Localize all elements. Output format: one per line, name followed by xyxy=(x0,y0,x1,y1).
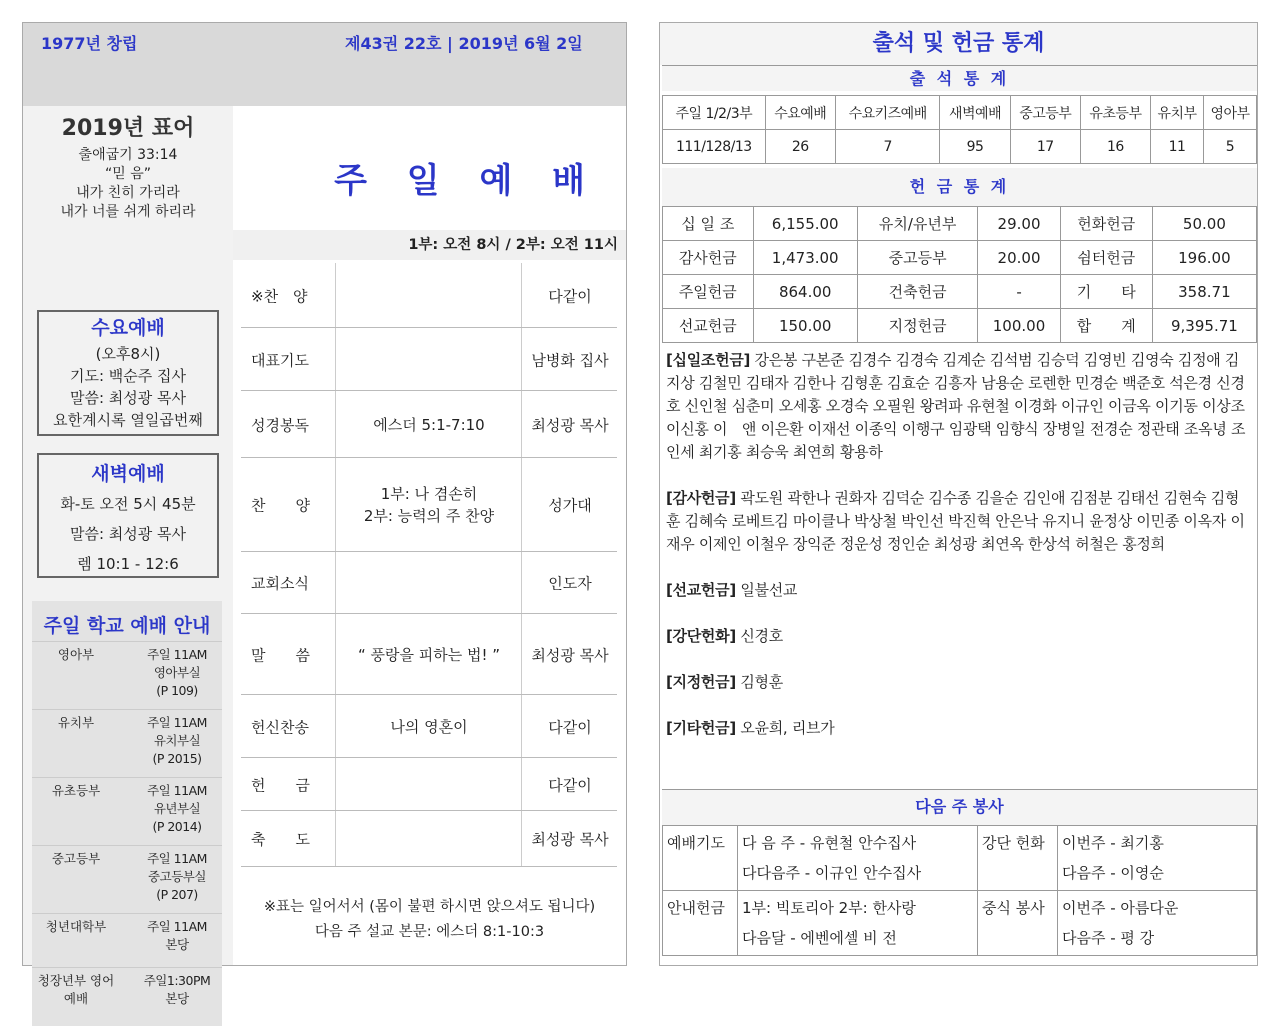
order-row xyxy=(241,552,617,614)
table-cell: 주일 1/2/3부 xyxy=(663,96,766,130)
altar-next: 다음주 - 이영순 xyxy=(1062,864,1164,882)
school-dept: 유초등부 xyxy=(51,783,101,798)
donor-block-designated xyxy=(666,671,1251,694)
table-cell: 50.00 xyxy=(1152,207,1256,241)
order-name: 찬 양 xyxy=(251,496,310,515)
school-title: 주일 학교 예배 안내 xyxy=(43,615,211,637)
offering-table xyxy=(662,206,1257,343)
donor-names: 곽도원 곽한나 권화자 김덕순 김수종 김을순 김인애 김점분 김태선 김현숙 김형훈 김혜숙 로베트김 마이클나 박상철 박인선 박진혁 안은낙 유지니 윤정상 이민종 이옥자 이재우 이제인 이철우 장익준 정운성 정인순 최성광 최연옥 한상석 허철은 홍정희 xyxy=(666,489,1245,553)
left-page xyxy=(22,22,627,1006)
founded-label: 1977년 창립 xyxy=(41,34,138,53)
prayer-label: 예배기도 xyxy=(663,826,738,891)
left-column xyxy=(23,106,233,1006)
table-cell: 26 xyxy=(765,130,835,164)
dawn-text: 렘 10:1 - 12:6 xyxy=(77,555,179,573)
school-dept: 중고등부 xyxy=(51,851,101,866)
meal-label: 중식 봉사 xyxy=(978,891,1058,956)
school-room: (P 2014) xyxy=(152,819,202,834)
order-name: 헌 금 xyxy=(251,776,310,794)
wednesday-title: 수요예배 xyxy=(91,317,165,339)
school-row xyxy=(32,967,222,1026)
order-name: 교회소식 xyxy=(251,574,309,593)
table-cell: 헌화헌금 xyxy=(1060,207,1152,241)
wednesday-sermon: 말씀: 최성광 목사 xyxy=(69,389,187,407)
table-cell: 유치/유년부 xyxy=(857,207,978,241)
table-cell: 중고등부 xyxy=(1010,96,1080,130)
altar-this: 이번주 - 최기홍 xyxy=(1062,834,1164,852)
attendance-title: 출 석 통 계 xyxy=(662,65,1257,91)
order-name: 대표기도 xyxy=(251,351,309,369)
donor-block-other xyxy=(666,717,1251,740)
motto-title: 2019년 표어 xyxy=(61,116,195,141)
meal-cell xyxy=(1058,891,1257,956)
meal-next: 다음주 - 평 강 xyxy=(1062,929,1155,947)
order-content: 1부: 나 겸손히 2부: 능력의 주 찬양 xyxy=(363,485,495,525)
donor-list xyxy=(666,349,1251,763)
order-name: ※찬 양 xyxy=(251,287,308,305)
wednesday-time: (오후8시) xyxy=(95,345,161,363)
stats-title: 출석 및 헌금 통계 xyxy=(660,23,1257,65)
order-row xyxy=(241,458,617,552)
order-row xyxy=(241,263,617,328)
school-dept: 청년대학부 xyxy=(45,919,107,934)
dawn-title: 새벽예배 xyxy=(91,463,165,485)
table-cell: 합 계 xyxy=(1060,309,1152,343)
school-place: 본당 xyxy=(165,937,189,952)
wednesday-prayer: 기도: 백순주 집사 xyxy=(69,367,187,385)
service-times: 1부: 오전 8시 / 2부: 오전 11시 xyxy=(233,230,626,260)
order-row xyxy=(241,695,617,758)
offering-title: 헌 금 통 계 xyxy=(662,168,1257,206)
order-person: 다같이 xyxy=(548,776,592,794)
school-row xyxy=(32,641,222,709)
table-cell: 29.00 xyxy=(978,207,1060,241)
order-name: 말 씀 xyxy=(251,646,310,664)
school-place: 유치부실 xyxy=(153,733,201,748)
prayer-cell xyxy=(738,826,978,891)
order-row xyxy=(241,391,617,458)
next-sermon-text: 다음 주 설교 본문: 에스더 8:1-10:3 xyxy=(314,924,545,940)
table-cell: 영아부 xyxy=(1204,96,1257,130)
order-content: 나의 영혼이 xyxy=(390,717,468,736)
table-cell: 유치부 xyxy=(1151,96,1204,130)
table-cell: 수요키즈예배 xyxy=(835,96,940,130)
donor-names: 강은봉 구본준 김경수 김경숙 김계순 김석범 김승덕 김영빈 김영숙 김정애 김지상 김철민 김태자 김한나 김형훈 김효순 김흥자 남용순 로렌한 민경순 백준호 석은경 신경호 신인철 심춘미 오세홍 오경숙 오필원 왕려파 유현철 이경화 이규인 이금옥 이기동 이상조 이신홍 이 앤 이은환 이재선 이종익 이행구 임광택 임향식 장병일 전경순 정관태 조옥녕 조인세 최기홍 최승욱 최연희 황용하 xyxy=(666,351,1246,461)
year-motto xyxy=(33,112,223,222)
donor-label: [지정헌금] xyxy=(666,673,736,691)
school-room: (P 207) xyxy=(156,887,198,902)
guide-this: 1부: 빅토리아 2부: 한사랑 xyxy=(742,899,916,917)
order-content: 에스더 5:1-7:10 xyxy=(373,415,485,434)
next-week-title: 다음 주 봉사 xyxy=(662,789,1257,825)
table-cell: 수요예배 xyxy=(765,96,835,130)
wednesday-service-box xyxy=(37,310,219,436)
school-info xyxy=(132,646,222,700)
sunday-school-guide xyxy=(32,601,222,1026)
attendance-table xyxy=(662,95,1257,164)
table-cell: 새벽예배 xyxy=(940,96,1010,130)
order-name: 성경봉독 xyxy=(251,416,309,434)
order-row xyxy=(241,811,617,867)
table-cell: 십 일 조 xyxy=(663,207,754,241)
donor-label: [감사헌금] xyxy=(666,489,736,507)
table-cell: 6,155.00 xyxy=(753,207,857,241)
prayer-after: 다다음주 - 이규인 안수집사 xyxy=(742,864,922,882)
table-cell: 11 xyxy=(1151,130,1204,164)
attendance-header-row xyxy=(663,96,1257,130)
order-name: 헌신찬송 xyxy=(251,718,309,736)
school-dept: 유치부 xyxy=(57,715,95,730)
dawn-sermon: 말씀: 최성광 목사 xyxy=(69,525,187,543)
table-cell: 16 xyxy=(1080,130,1150,164)
standing-note: ※표는 일어서서 (몸이 불편 하시면 앉으셔도 됩니다) xyxy=(263,899,596,915)
table-cell: 20.00 xyxy=(978,241,1060,275)
table-cell: 100.00 xyxy=(978,309,1060,343)
donor-names: 김형훈 xyxy=(740,673,783,691)
table-cell: 150.00 xyxy=(753,309,857,343)
school-place: 본당 xyxy=(165,991,189,1006)
bulletin-header xyxy=(23,23,626,106)
order-row xyxy=(241,758,617,811)
motto-line1: 내가 친히 가리라 xyxy=(76,185,180,201)
motto-line2: 내가 너를 쉬게 하리라 xyxy=(60,204,196,220)
order-person: 다같이 xyxy=(548,718,592,736)
donor-label: [기타헌금] xyxy=(666,719,736,737)
table-row xyxy=(663,891,1257,956)
order-content: “ 풍랑을 피하는 법! ” xyxy=(357,645,501,664)
table-cell: 선교헌금 xyxy=(663,309,754,343)
table-row xyxy=(663,275,1257,309)
table-row xyxy=(663,241,1257,275)
order-row xyxy=(241,614,617,695)
donor-label: [십일조헌금] xyxy=(666,351,751,369)
order-person: 다같이 xyxy=(548,287,592,305)
altar-cell xyxy=(1058,826,1257,891)
altar-label: 강단 헌화 xyxy=(978,826,1058,891)
school-dept: 영아부 xyxy=(57,647,95,662)
table-cell: 지정헌금 xyxy=(857,309,978,343)
order-person: 최성광 목사 xyxy=(531,416,609,434)
school-place: 중고등부실 xyxy=(148,869,206,884)
table-cell: 유초등부 xyxy=(1080,96,1150,130)
table-cell: 5 xyxy=(1204,130,1257,164)
table-cell: 7 xyxy=(835,130,940,164)
guide-next: 다음달 - 에벤에셀 비 전 xyxy=(742,929,897,947)
school-time: 주일1:30PM xyxy=(143,973,211,988)
table-row xyxy=(663,309,1257,343)
donor-block-flowers xyxy=(666,625,1251,648)
right-page xyxy=(659,22,1258,966)
school-row xyxy=(32,913,222,967)
table-cell: 17 xyxy=(1010,130,1080,164)
table-cell: 196.00 xyxy=(1152,241,1256,275)
table-cell: 주일헌금 xyxy=(663,275,754,309)
table-cell: 95 xyxy=(940,130,1010,164)
sunday-service-title: 주 일 예 배 xyxy=(334,161,599,201)
order-person: 최성광 목사 xyxy=(531,646,609,664)
donor-names: 오윤희, 리브가 xyxy=(740,719,835,737)
motto-word: “믿 음” xyxy=(104,166,151,182)
donor-names: 일불선교 xyxy=(740,581,798,599)
school-time: 주일 11AM xyxy=(147,715,207,730)
dawn-time: 화-토 오전 5시 45분 xyxy=(60,495,196,513)
order-name: 축 도 xyxy=(251,830,310,849)
table-cell: 111/128/13 xyxy=(663,130,766,164)
school-info xyxy=(132,782,222,836)
order-person: 성가대 xyxy=(548,496,592,515)
donor-block-tithe xyxy=(666,349,1251,464)
table-cell: 건축헌금 xyxy=(857,275,978,309)
meal-this: 이번주 - 아름다운 xyxy=(1062,899,1179,917)
table-cell: 기 타 xyxy=(1060,275,1152,309)
donor-names: 신경호 xyxy=(740,627,783,645)
motto-ref: 출애굽기 33:14 xyxy=(78,147,178,163)
school-time: 주일 11AM xyxy=(147,851,207,866)
next-week-table xyxy=(662,825,1257,956)
school-info xyxy=(132,850,222,904)
order-person: 최성광 목사 xyxy=(531,830,609,849)
table-cell: 864.00 xyxy=(753,275,857,309)
school-info xyxy=(132,972,222,1008)
table-cell: 중고등부 xyxy=(857,241,978,275)
donor-block-mission xyxy=(666,579,1251,602)
school-room: (P 2015) xyxy=(152,751,202,766)
dawn-service-box xyxy=(37,453,219,578)
table-cell: 감사헌금 xyxy=(663,241,754,275)
service-note xyxy=(233,895,626,945)
table-row xyxy=(663,826,1257,891)
prayer-next: 다 음 주 - 유현철 안수집사 xyxy=(742,834,917,852)
school-room: (P 109) xyxy=(156,683,198,698)
table-cell: 358.71 xyxy=(1152,275,1256,309)
table-cell: 1,473.00 xyxy=(753,241,857,275)
school-place: 유년부실 xyxy=(153,801,201,816)
table-cell: - xyxy=(978,275,1060,309)
donor-label: [선교헌금] xyxy=(666,581,736,599)
guide-label: 안내헌금 xyxy=(663,891,738,956)
donor-label: [강단헌화] xyxy=(666,627,736,645)
attendance-value-row xyxy=(663,130,1257,164)
order-person: 인도자 xyxy=(548,574,592,593)
table-cell: 쉼터헌금 xyxy=(1060,241,1152,275)
issue-label: 제43권 22호 | 2019년 6월 2일 xyxy=(345,34,583,53)
school-dept: 청장년부 영어예배 xyxy=(37,973,115,1006)
table-cell: 9,395.71 xyxy=(1152,309,1256,343)
school-info xyxy=(132,714,222,768)
table-row xyxy=(663,207,1257,241)
school-info xyxy=(132,918,222,954)
school-time: 주일 11AM xyxy=(147,647,207,662)
guide-cell xyxy=(738,891,978,956)
school-place: 영아부실 xyxy=(153,665,201,680)
order-person: 남병화 집사 xyxy=(531,351,609,369)
wednesday-text: 요한계시록 열일곱번째 xyxy=(53,411,203,429)
school-row xyxy=(32,777,222,845)
order-row xyxy=(241,328,617,391)
school-row xyxy=(32,709,222,777)
school-time: 주일 11AM xyxy=(147,783,207,798)
school-row xyxy=(32,845,222,913)
school-time: 주일 11AM xyxy=(147,919,207,934)
donor-block-thanks xyxy=(666,487,1251,556)
